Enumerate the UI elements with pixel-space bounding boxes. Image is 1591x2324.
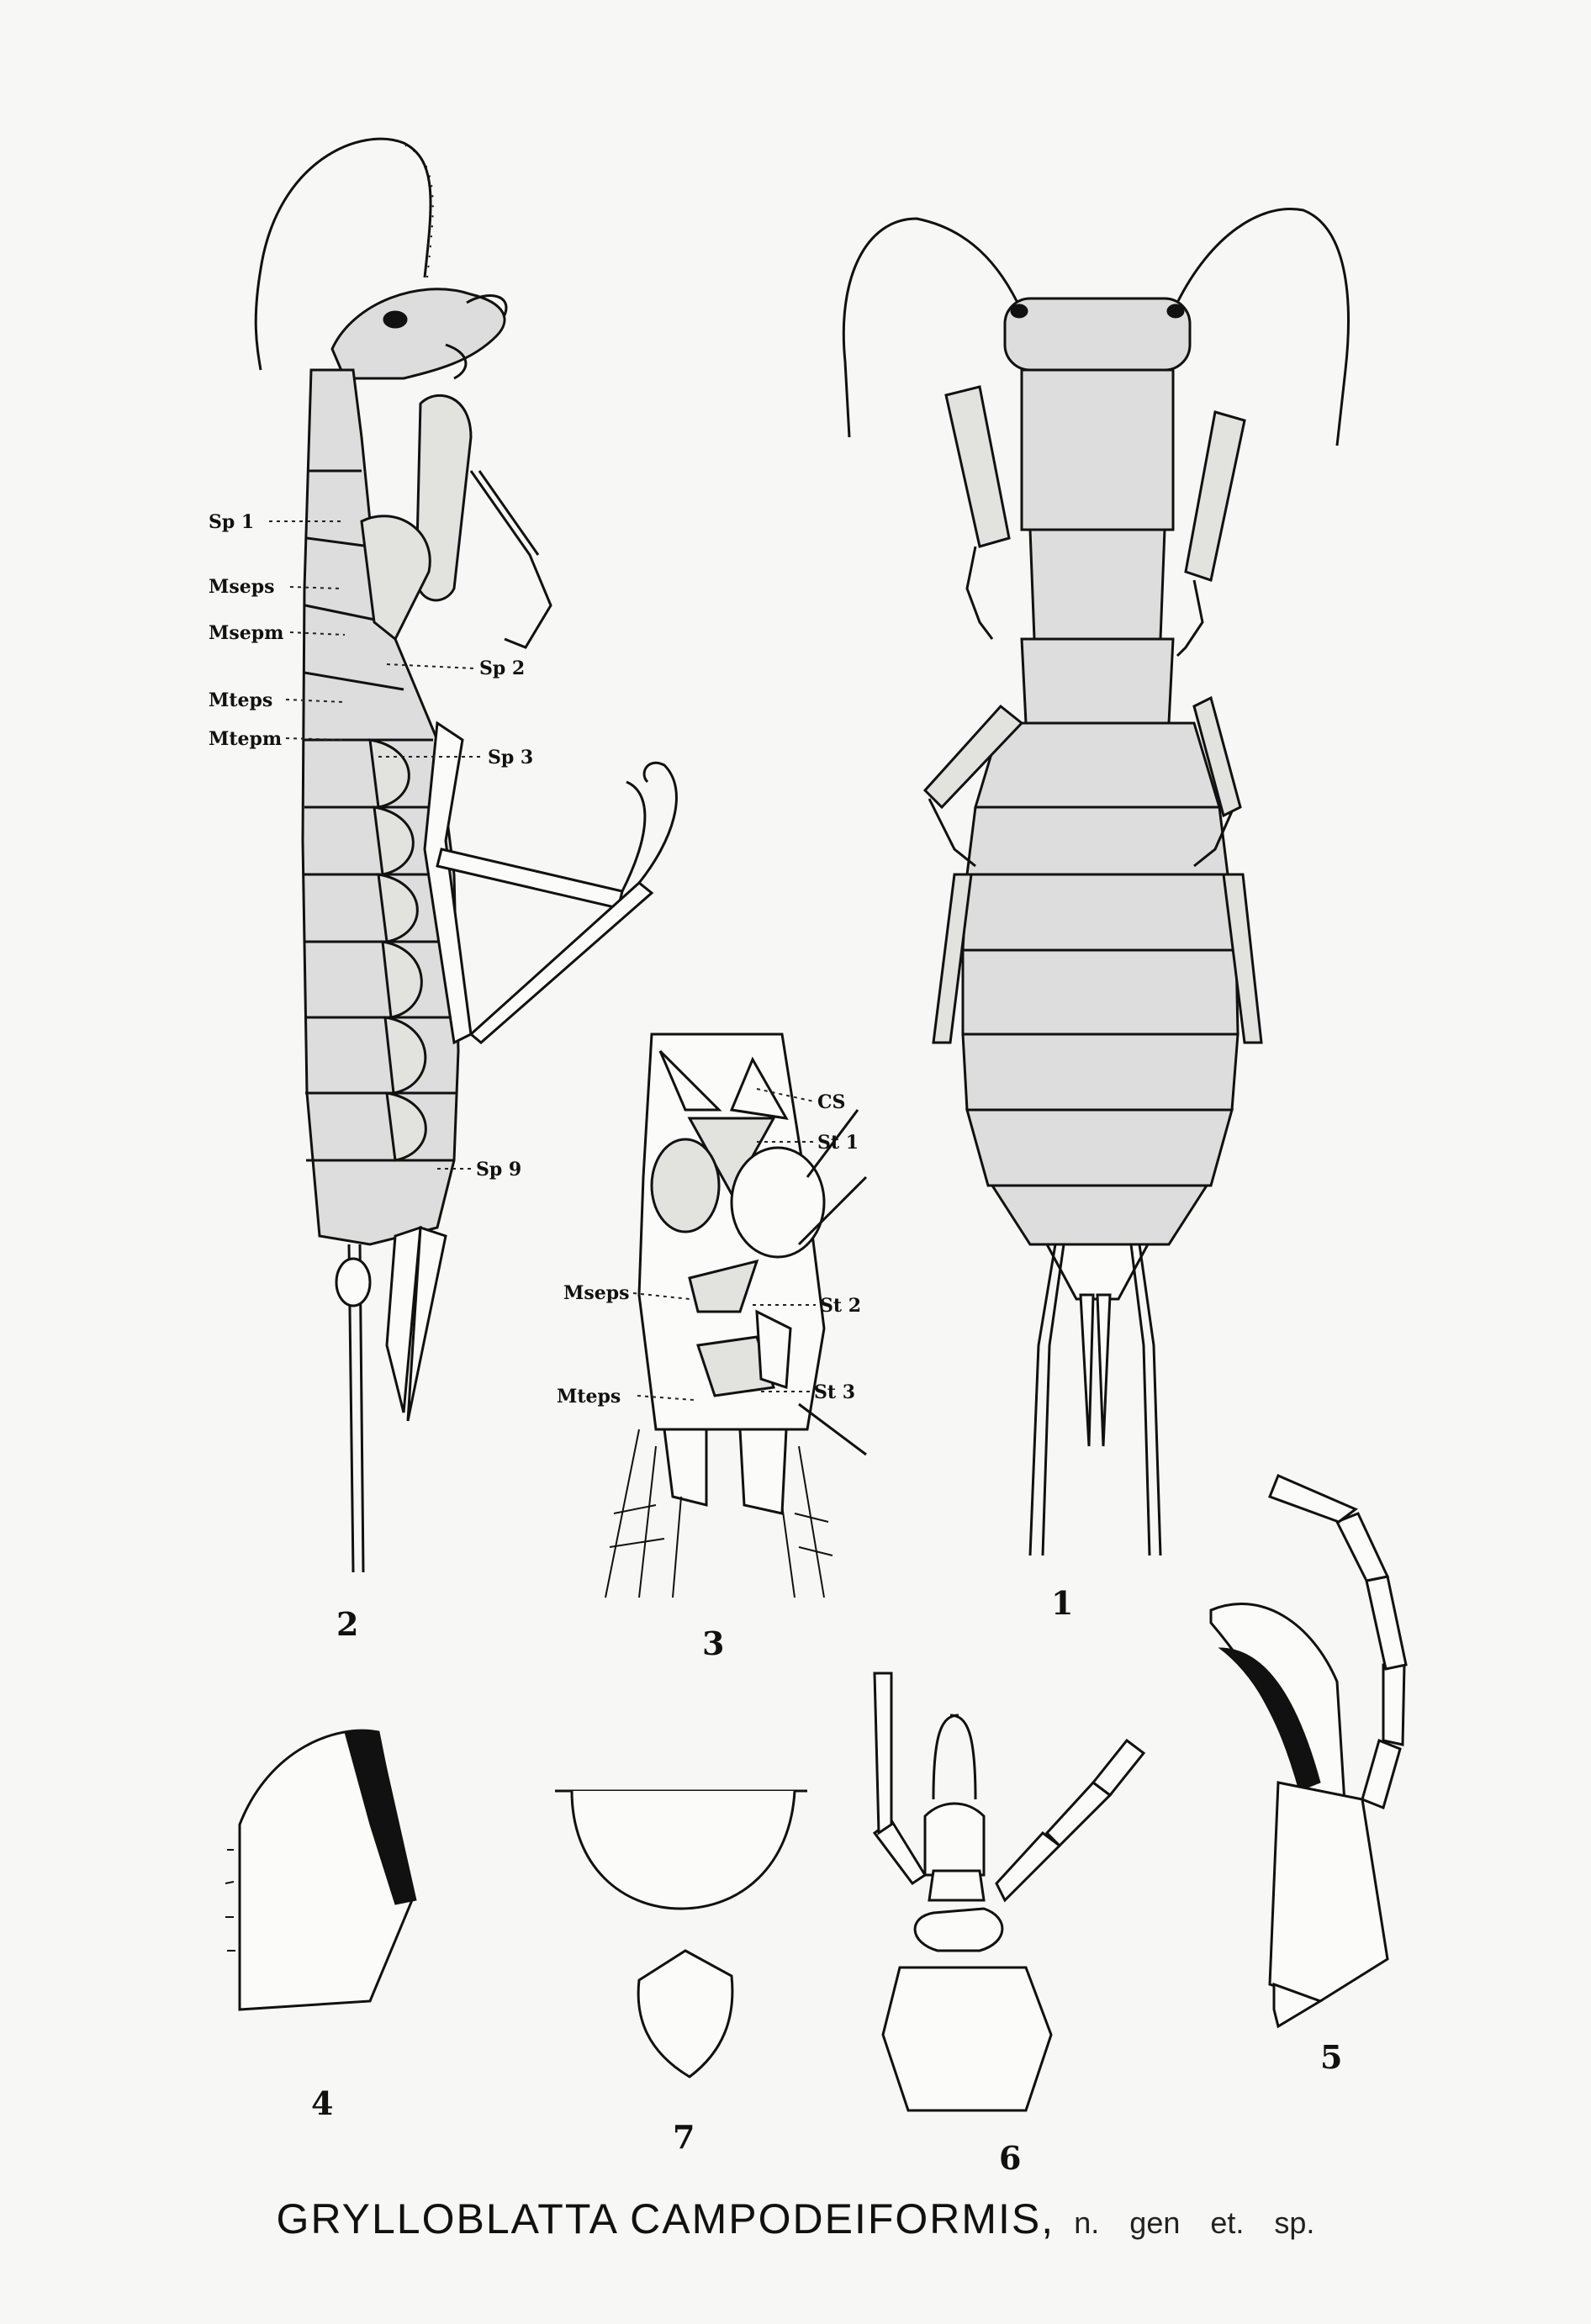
figure-2-lateral-view bbox=[209, 139, 676, 1643]
label-mteps-fig3: Mteps bbox=[557, 1386, 621, 1408]
label-msepm: Msepm bbox=[209, 622, 284, 644]
label-sp3: Sp 3 bbox=[488, 747, 534, 769]
figure-number-2: 2 bbox=[336, 1605, 359, 1643]
label-cs: CS bbox=[817, 1091, 846, 1113]
figure-5-maxilla bbox=[1211, 1476, 1406, 2076]
figure-number-3: 3 bbox=[702, 1624, 725, 1662]
label-st3: St 3 bbox=[814, 1381, 856, 1403]
label-sp9: Sp 9 bbox=[476, 1159, 522, 1180]
figure-number-6: 6 bbox=[999, 2139, 1022, 2177]
label-st1: St 1 bbox=[817, 1132, 859, 1154]
label-mseps: Mseps bbox=[209, 576, 275, 598]
label-sp2: Sp 2 bbox=[479, 658, 526, 679]
figure-4-mandible bbox=[225, 1730, 416, 2122]
plate-caption bbox=[0, 2195, 1591, 2243]
figure-3-ventral-thorax bbox=[557, 1034, 866, 1662]
figure-number-5: 5 bbox=[1320, 2038, 1343, 2076]
figure-number-4: 4 bbox=[311, 2084, 334, 2122]
figure-7-sternites bbox=[555, 1791, 807, 2156]
figure-1-dorsal-view bbox=[843, 209, 1348, 1622]
figure-number-1: 1 bbox=[1051, 1584, 1074, 1622]
label-sp1: Sp 1 bbox=[209, 511, 255, 533]
species-suffix: n. gen et. sp. bbox=[1074, 2205, 1315, 2240]
species-title: GRYLLOBLATTA CAMPODEIFORMIS, bbox=[276, 2195, 1055, 2242]
label-st2: St 2 bbox=[820, 1295, 862, 1317]
label-mteps: Mteps bbox=[209, 689, 273, 711]
label-mseps-fig3: Mseps bbox=[563, 1282, 630, 1304]
figure-number-7: 7 bbox=[673, 2118, 695, 2156]
label-mtepm: Mtepm bbox=[209, 728, 283, 750]
figure-6-head bbox=[875, 1673, 1144, 2177]
